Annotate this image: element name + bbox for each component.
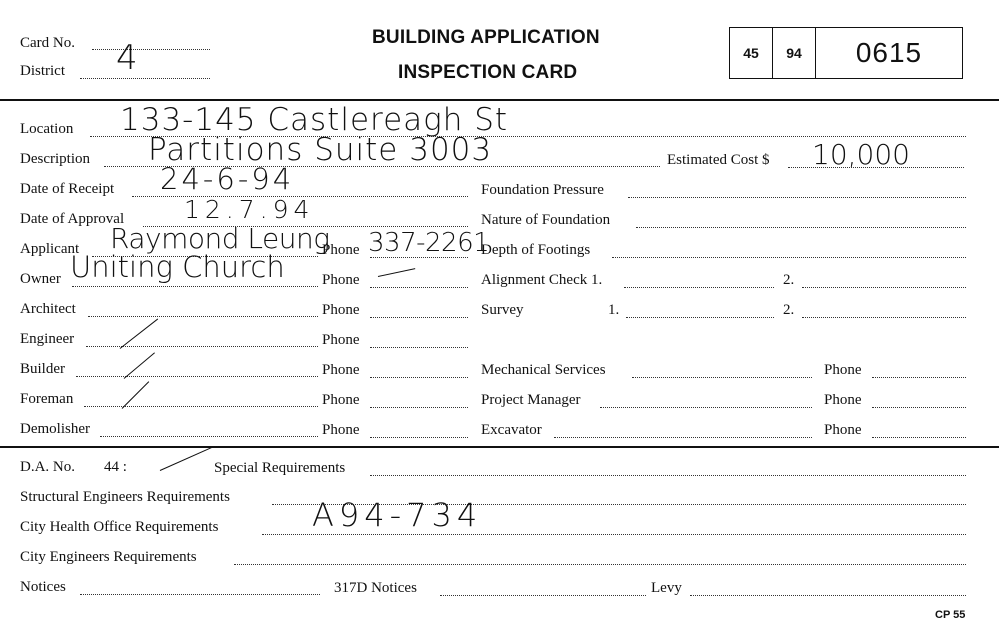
excavator-label: Excavator (481, 422, 542, 438)
title-line-2: INSPECTION CARD (398, 62, 578, 83)
description-label: Description (20, 151, 90, 167)
mechanical-services-field[interactable] (632, 377, 812, 378)
notices-label: Notices (20, 579, 66, 595)
foreman-slash-mark (122, 381, 150, 409)
applicant-phone-value: 337-2261 (368, 228, 490, 258)
builder-slash-mark (124, 352, 155, 378)
mechanical-services-phone-label: Phone (824, 362, 862, 378)
special-requirements-field[interactable] (370, 475, 966, 476)
alignment-check-2-field[interactable] (802, 287, 966, 288)
ref-box-b: 94 (773, 28, 816, 78)
survey-1-label: 1. (608, 302, 620, 318)
form-code: CP 55 (935, 609, 966, 621)
builder-phone-label: Phone (322, 362, 360, 378)
district-field[interactable] (80, 78, 210, 79)
alignment-check-2-label: 2. (783, 272, 795, 288)
builder-phone-field[interactable] (370, 377, 468, 378)
da-no-value: 44 : (104, 459, 127, 475)
location-label: Location (20, 121, 74, 137)
owner-value: Uniting Church (70, 250, 285, 284)
card-no-label: Card No. (20, 35, 75, 51)
da-no-slash-mark (160, 446, 213, 471)
alignment-check-1-field[interactable] (624, 287, 774, 288)
special-requirements-label: Special Requirements (214, 460, 346, 476)
applicant-phone-label: Phone (322, 242, 360, 258)
da-no-label: D.A. No. (20, 459, 75, 475)
district-label: District (20, 63, 65, 79)
survey-label: Survey (481, 302, 524, 318)
ref-box-number: 0615 (855, 37, 923, 68)
notices-field[interactable] (80, 594, 320, 595)
location-value: 133-145 Castlereagh St (120, 102, 509, 138)
foundation-pressure-field[interactable] (628, 197, 966, 198)
requirements-divider (0, 446, 999, 448)
health-requirements-label: City Health Office Requirements (20, 519, 219, 535)
reference-box (729, 27, 963, 79)
ref-box-a: 45 (730, 28, 773, 78)
notices-317d-field[interactable] (440, 595, 646, 596)
district-value: 4 (116, 38, 138, 78)
demolisher-phone-field[interactable] (370, 437, 468, 438)
engineer-slash-mark (120, 319, 158, 349)
architect-phone-field[interactable] (370, 317, 468, 318)
depth-of-footings-label: Depth of Footings (481, 242, 591, 258)
owner-phone-field[interactable] (370, 287, 468, 288)
builder-field[interactable] (76, 376, 318, 377)
date-of-approval-value: 12.7.94 (184, 195, 315, 224)
levy-field[interactable] (690, 595, 966, 596)
survey-1-field[interactable] (626, 317, 774, 318)
owner-field[interactable] (72, 286, 318, 287)
builder-label: Builder (20, 361, 65, 377)
demolisher-field[interactable] (100, 436, 318, 437)
levy-label: Levy (651, 580, 682, 596)
estimated-cost-label: Estimated Cost $ (667, 152, 770, 168)
survey-2-label: 2. (783, 302, 795, 318)
health-requirements-field[interactable] (262, 534, 966, 535)
depth-of-footings-field[interactable] (612, 257, 966, 258)
excavator-phone-label: Phone (824, 422, 862, 438)
foreman-phone-field[interactable] (370, 407, 468, 408)
mechanical-services-label: Mechanical Services (481, 362, 606, 378)
excavator-field[interactable] (554, 437, 812, 438)
structural-requirements-label: Structural Engineers Requirements (20, 489, 230, 505)
foundation-pressure-label: Foundation Pressure (481, 182, 604, 198)
alignment-check-label: Alignment Check 1. (481, 272, 603, 288)
estimated-cost-value: 10,000 (812, 138, 910, 171)
engineer-label: Engineer (20, 331, 75, 347)
project-manager-label: Project Manager (481, 392, 581, 408)
description-value: Partitions Suite 3003 (148, 132, 493, 168)
project-manager-phone-label: Phone (824, 392, 862, 408)
mechanical-services-phone-field[interactable] (872, 377, 966, 378)
date-of-approval-label: Date of Approval (20, 211, 125, 227)
engineer-phone-label: Phone (322, 332, 360, 348)
foreman-label: Foreman (20, 391, 74, 407)
health-requirements-value: A94-734 (312, 496, 483, 534)
notices-317d-label: 317D Notices (334, 580, 417, 596)
architect-field[interactable] (88, 316, 318, 317)
nature-of-foundation-field[interactable] (636, 227, 966, 228)
foreman-phone-label: Phone (322, 392, 360, 408)
foreman-field[interactable] (84, 406, 318, 407)
project-manager-phone-field[interactable] (872, 407, 966, 408)
excavator-phone-field[interactable] (872, 437, 966, 438)
applicant-value: Raymond Leung (110, 222, 330, 255)
owner-phone-dash-mark (378, 268, 415, 277)
architect-label: Architect (20, 301, 76, 317)
owner-phone-label: Phone (322, 272, 360, 288)
survey-2-field[interactable] (802, 317, 966, 318)
date-of-receipt-label: Date of Receipt (20, 181, 115, 197)
title-line-1: BUILDING APPLICATION (372, 27, 600, 48)
project-manager-field[interactable] (600, 407, 812, 408)
architect-phone-label: Phone (322, 302, 360, 318)
nature-of-foundation-label: Nature of Foundation (481, 212, 611, 228)
header-divider (0, 99, 999, 101)
date-of-receipt-value: 24-6-94 (160, 162, 295, 196)
demolisher-phone-label: Phone (322, 422, 360, 438)
engineer-phone-field[interactable] (370, 347, 468, 348)
owner-label: Owner (20, 271, 61, 287)
city-engineers-requirements-label: City Engineers Requirements (20, 549, 197, 565)
city-engineers-requirements-field[interactable] (234, 564, 966, 565)
applicant-label: Applicant (20, 241, 80, 257)
card-no-field[interactable] (92, 49, 210, 50)
demolisher-label: Demolisher (20, 421, 90, 437)
